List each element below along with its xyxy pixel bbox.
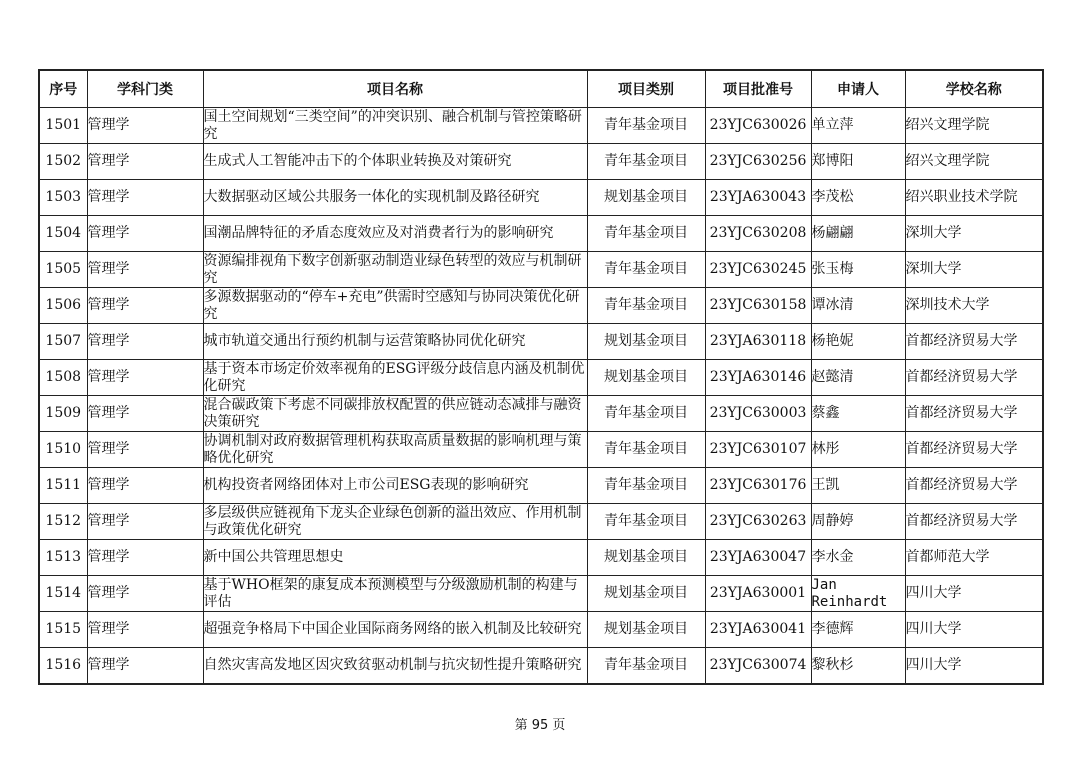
cell-applicant: 单立萍 xyxy=(811,108,905,144)
cell-field: 管理学 xyxy=(87,540,203,576)
cell-code: 23YJA630043 xyxy=(705,180,811,216)
header-row xyxy=(39,70,1043,108)
cell-school: 首都师范大学 xyxy=(905,540,1043,576)
cell-type: 规划基金项目 xyxy=(587,180,705,216)
cell-title: 基于资本市场定价效率视角的ESG评级分歧信息内涵及机制优化研究 xyxy=(203,360,587,396)
cell-field: 管理学 xyxy=(87,612,203,648)
cell-type: 规划基金项目 xyxy=(587,324,705,360)
cell-no: 1506 xyxy=(39,288,87,324)
header-title: 项目名称 xyxy=(203,70,587,108)
cell-school: 首都经济贸易大学 xyxy=(905,360,1043,396)
cell-type: 青年基金项目 xyxy=(587,288,705,324)
cell-type: 青年基金项目 xyxy=(587,468,705,504)
cell-no: 1509 xyxy=(39,396,87,432)
cell-code: 23YJC630003 xyxy=(705,396,811,432)
cell-type: 青年基金项目 xyxy=(587,252,705,288)
cell-title: 混合碳政策下考虑不同碳排放权配置的供应链动态减排与融资决策研究 xyxy=(203,396,587,432)
cell-field: 管理学 xyxy=(87,432,203,468)
cell-title: 多层级供应链视角下龙头企业绿色创新的溢出效应、作用机制与政策优化研究 xyxy=(203,504,587,540)
table-row xyxy=(39,432,1043,468)
cell-title: 基于WHO框架的康复成本预测模型与分级激励机制的构建与评估 xyxy=(203,576,587,612)
cell-title: 城市轨道交通出行预约机制与运营策略协同优化研究 xyxy=(203,324,587,360)
cell-applicant: 黎秋杉 xyxy=(811,648,905,685)
cell-school: 深圳技术大学 xyxy=(905,288,1043,324)
cell-field: 管理学 xyxy=(87,180,203,216)
cell-applicant: 赵懿清 xyxy=(811,360,905,396)
cell-no: 1513 xyxy=(39,540,87,576)
cell-applicant: 林彤 xyxy=(811,432,905,468)
table-row xyxy=(39,360,1043,396)
cell-code: 23YJC630176 xyxy=(705,468,811,504)
cell-no: 1514 xyxy=(39,576,87,612)
cell-school: 首都经济贸易大学 xyxy=(905,396,1043,432)
cell-field: 管理学 xyxy=(87,324,203,360)
cell-school: 绍兴文理学院 xyxy=(905,108,1043,144)
cell-title: 协调机制对政府数据管理机构获取高质量数据的影响机理与策略优化研究 xyxy=(203,432,587,468)
cell-code: 23YJA630146 xyxy=(705,360,811,396)
table-row xyxy=(39,540,1043,576)
table-row xyxy=(39,648,1043,685)
cell-code: 23YJA630001 xyxy=(705,576,811,612)
cell-title: 生成式人工智能冲击下的个体职业转换及对策研究 xyxy=(203,144,587,180)
cell-type: 青年基金项目 xyxy=(587,432,705,468)
cell-school: 深圳大学 xyxy=(905,216,1043,252)
cell-field: 管理学 xyxy=(87,396,203,432)
table-row xyxy=(39,324,1043,360)
cell-no: 1515 xyxy=(39,612,87,648)
table-row xyxy=(39,180,1043,216)
cell-type: 规划基金项目 xyxy=(587,360,705,396)
cell-no: 1508 xyxy=(39,360,87,396)
cell-field: 管理学 xyxy=(87,108,203,144)
cell-school: 绍兴文理学院 xyxy=(905,144,1043,180)
cell-code: 23YJC630074 xyxy=(705,648,811,685)
cell-no: 1502 xyxy=(39,144,87,180)
cell-no: 1504 xyxy=(39,216,87,252)
project-table xyxy=(38,69,1044,685)
cell-school: 四川大学 xyxy=(905,576,1043,612)
cell-school: 首都经济贸易大学 xyxy=(905,468,1043,504)
cell-field: 管理学 xyxy=(87,144,203,180)
cell-no: 1503 xyxy=(39,180,87,216)
cell-type: 青年基金项目 xyxy=(587,396,705,432)
cell-field: 管理学 xyxy=(87,468,203,504)
cell-school: 绍兴职业技术学院 xyxy=(905,180,1043,216)
page-number: 第 95 页 xyxy=(514,718,566,733)
table-row xyxy=(39,252,1043,288)
cell-code: 23YJA630041 xyxy=(705,612,811,648)
cell-code: 23YJA630047 xyxy=(705,540,811,576)
table-row xyxy=(39,396,1043,432)
table-row xyxy=(39,216,1043,252)
cell-type: 青年基金项目 xyxy=(587,144,705,180)
cell-field: 管理学 xyxy=(87,648,203,685)
table-row xyxy=(39,144,1043,180)
cell-code: 23YJC630245 xyxy=(705,252,811,288)
cell-no: 1505 xyxy=(39,252,87,288)
cell-applicant: 蔡鑫 xyxy=(811,396,905,432)
cell-applicant: 张玉梅 xyxy=(811,252,905,288)
cell-field: 管理学 xyxy=(87,288,203,324)
cell-no: 1507 xyxy=(39,324,87,360)
cell-school: 首都经济贸易大学 xyxy=(905,504,1043,540)
cell-applicant: Jan Reinhardt xyxy=(811,576,905,612)
cell-title: 机构投资者网络团体对上市公司ESG表现的影响研究 xyxy=(203,468,587,504)
cell-no: 1512 xyxy=(39,504,87,540)
cell-code: 23YJA630118 xyxy=(705,324,811,360)
cell-field: 管理学 xyxy=(87,576,203,612)
cell-applicant: 谭冰清 xyxy=(811,288,905,324)
header-applicant: 申请人 xyxy=(811,70,905,108)
cell-applicant: 郑博阳 xyxy=(811,144,905,180)
cell-no: 1501 xyxy=(39,108,87,144)
cell-code: 23YJC630107 xyxy=(705,432,811,468)
cell-applicant: 杨艳妮 xyxy=(811,324,905,360)
cell-title: 国土空间规划“三类空间”的冲突识别、融合机制与管控策略研究 xyxy=(203,108,587,144)
cell-title: 资源编排视角下数字创新驱动制造业绿色转型的效应与机制研究 xyxy=(203,252,587,288)
cell-applicant: 李茂松 xyxy=(811,180,905,216)
cell-no: 1511 xyxy=(39,468,87,504)
cell-applicant: 王凯 xyxy=(811,468,905,504)
cell-field: 管理学 xyxy=(87,504,203,540)
cell-type: 青年基金项目 xyxy=(587,216,705,252)
cell-applicant: 李德辉 xyxy=(811,612,905,648)
cell-school: 首都经济贸易大学 xyxy=(905,324,1043,360)
table-row xyxy=(39,468,1043,504)
cell-type: 青年基金项目 xyxy=(587,648,705,685)
cell-applicant: 周静婷 xyxy=(811,504,905,540)
cell-field: 管理学 xyxy=(87,360,203,396)
cell-no: 1516 xyxy=(39,648,87,685)
header-code: 项目批准号 xyxy=(705,70,811,108)
table-row xyxy=(39,288,1043,324)
cell-school: 首都经济贸易大学 xyxy=(905,432,1043,468)
cell-applicant: 李水金 xyxy=(811,540,905,576)
cell-title: 大数据驱动区域公共服务一体化的实现机制及路径研究 xyxy=(203,180,587,216)
cell-title: 新中国公共管理思想史 xyxy=(203,540,587,576)
cell-type: 青年基金项目 xyxy=(587,504,705,540)
cell-title: 国潮品牌特征的矛盾态度效应及对消费者行为的影响研究 xyxy=(203,216,587,252)
cell-code: 23YJC630026 xyxy=(705,108,811,144)
cell-type: 青年基金项目 xyxy=(587,108,705,144)
table-row xyxy=(39,108,1043,144)
table-row xyxy=(39,576,1043,612)
table-row xyxy=(39,612,1043,648)
cell-school: 四川大学 xyxy=(905,648,1043,685)
header-field: 学科门类 xyxy=(87,70,203,108)
cell-code: 23YJC630158 xyxy=(705,288,811,324)
table-row xyxy=(39,504,1043,540)
cell-title: 超强竞争格局下中国企业国际商务网络的嵌入机制及比较研究 xyxy=(203,612,587,648)
cell-school: 深圳大学 xyxy=(905,252,1043,288)
cell-code: 23YJC630208 xyxy=(705,216,811,252)
cell-no: 1510 xyxy=(39,432,87,468)
header-school: 学校名称 xyxy=(905,70,1043,108)
cell-title: 多源数据驱动的“停车+充电”供需时空感知与协同决策优化研究 xyxy=(203,288,587,324)
cell-title: 自然灾害高发地区因灾致贫驱动机制与抗灾韧性提升策略研究 xyxy=(203,648,587,685)
cell-field: 管理学 xyxy=(87,216,203,252)
cell-type: 规划基金项目 xyxy=(587,540,705,576)
cell-code: 23YJC630263 xyxy=(705,504,811,540)
cell-code: 23YJC630256 xyxy=(705,144,811,180)
header-no: 序号 xyxy=(39,70,87,108)
header-type: 项目类别 xyxy=(587,70,705,108)
cell-type: 规划基金项目 xyxy=(587,612,705,648)
cell-type: 规划基金项目 xyxy=(587,576,705,612)
cell-school: 四川大学 xyxy=(905,612,1043,648)
cell-field: 管理学 xyxy=(87,252,203,288)
cell-applicant: 杨翩翩 xyxy=(811,216,905,252)
